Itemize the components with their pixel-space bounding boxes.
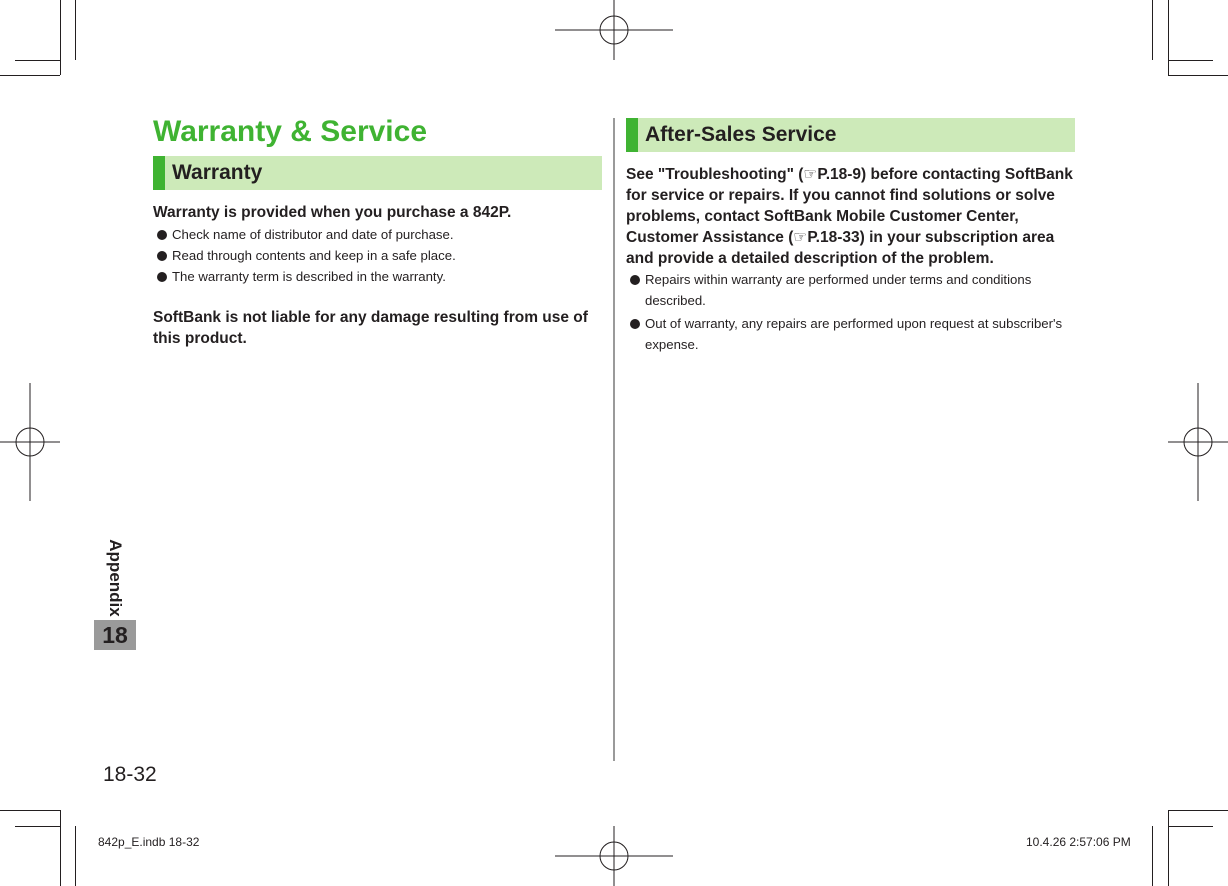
heading-accent-bar: [626, 118, 638, 152]
warranty-lead: Warranty is provided when you purchase a 842P.: [153, 204, 512, 221]
list-item-text: Repairs within warranty are performed under terms and conditions described.: [645, 272, 1032, 308]
warranty-bullet-list: [155, 224, 600, 287]
chapter-number-tab: 18: [94, 620, 136, 650]
list-item-text: The warranty term is described in the warranty.: [172, 269, 446, 284]
list-item: [155, 245, 600, 266]
liability-statement: SoftBank is not liable for any damage resulting from use of this product.: [153, 309, 588, 347]
page-number: 18-32: [103, 763, 157, 786]
registration-mark-top-icon: [555, 0, 673, 60]
heading-accent-bar: [153, 156, 165, 190]
registration-mark-right-icon: [1168, 383, 1228, 501]
slug-file: 842p_E.indb 18-32: [98, 835, 200, 849]
lead-text: See "Troubleshooting" (: [626, 166, 804, 183]
registration-mark-left-icon: [0, 383, 60, 501]
list-item: [155, 266, 600, 287]
registration-mark-bottom-icon: [555, 826, 673, 886]
slug-timestamp: 10.4.26 2:57:06 PM: [1026, 835, 1131, 849]
chapter-label-text: Appendix: [106, 539, 125, 617]
lead-text: ) in your subscription area and provide a detailed description of the problem.: [626, 229, 1055, 267]
list-item: [628, 269, 1068, 311]
list-item-text: Out of warranty, any repairs are performed upon request at subscriber's expense.: [645, 316, 1063, 352]
after-sales-heading: [626, 118, 1075, 152]
after-sales-lead: [626, 164, 1078, 269]
chapter-label: [104, 540, 126, 616]
bullet-icon: [630, 319, 640, 329]
page-reference-link[interactable]: P.18-33: [807, 229, 860, 246]
column-divider: [613, 118, 615, 761]
bullet-icon: [157, 272, 167, 282]
page-reference-link[interactable]: P.18-9: [817, 166, 862, 183]
lead-text: ) before contacting SoftBank for service or repairs. If you cannot find solutions or solve problems, contact SoftBank Mobile Customer Center, Customer Assistance (: [626, 166, 1073, 246]
after-sales-bullet-list: [628, 269, 1068, 355]
bullet-icon: [630, 275, 640, 285]
bullet-icon: [157, 251, 167, 261]
bullet-icon: [157, 230, 167, 240]
pointing-hand-icon: ☞: [803, 166, 818, 183]
list-item: [155, 224, 600, 245]
page-title: Warranty & Service: [153, 115, 428, 148]
list-item-text: Check name of distributor and date of purchase.: [172, 227, 454, 242]
list-item-text: Read through contents and keep in a safe place.: [172, 248, 456, 263]
warranty-heading-text: Warranty: [172, 161, 263, 184]
pointing-hand-icon: ☞: [793, 229, 808, 246]
after-sales-heading-text: After-Sales Service: [645, 123, 837, 146]
list-item: [628, 313, 1068, 355]
warranty-heading: [153, 156, 602, 190]
